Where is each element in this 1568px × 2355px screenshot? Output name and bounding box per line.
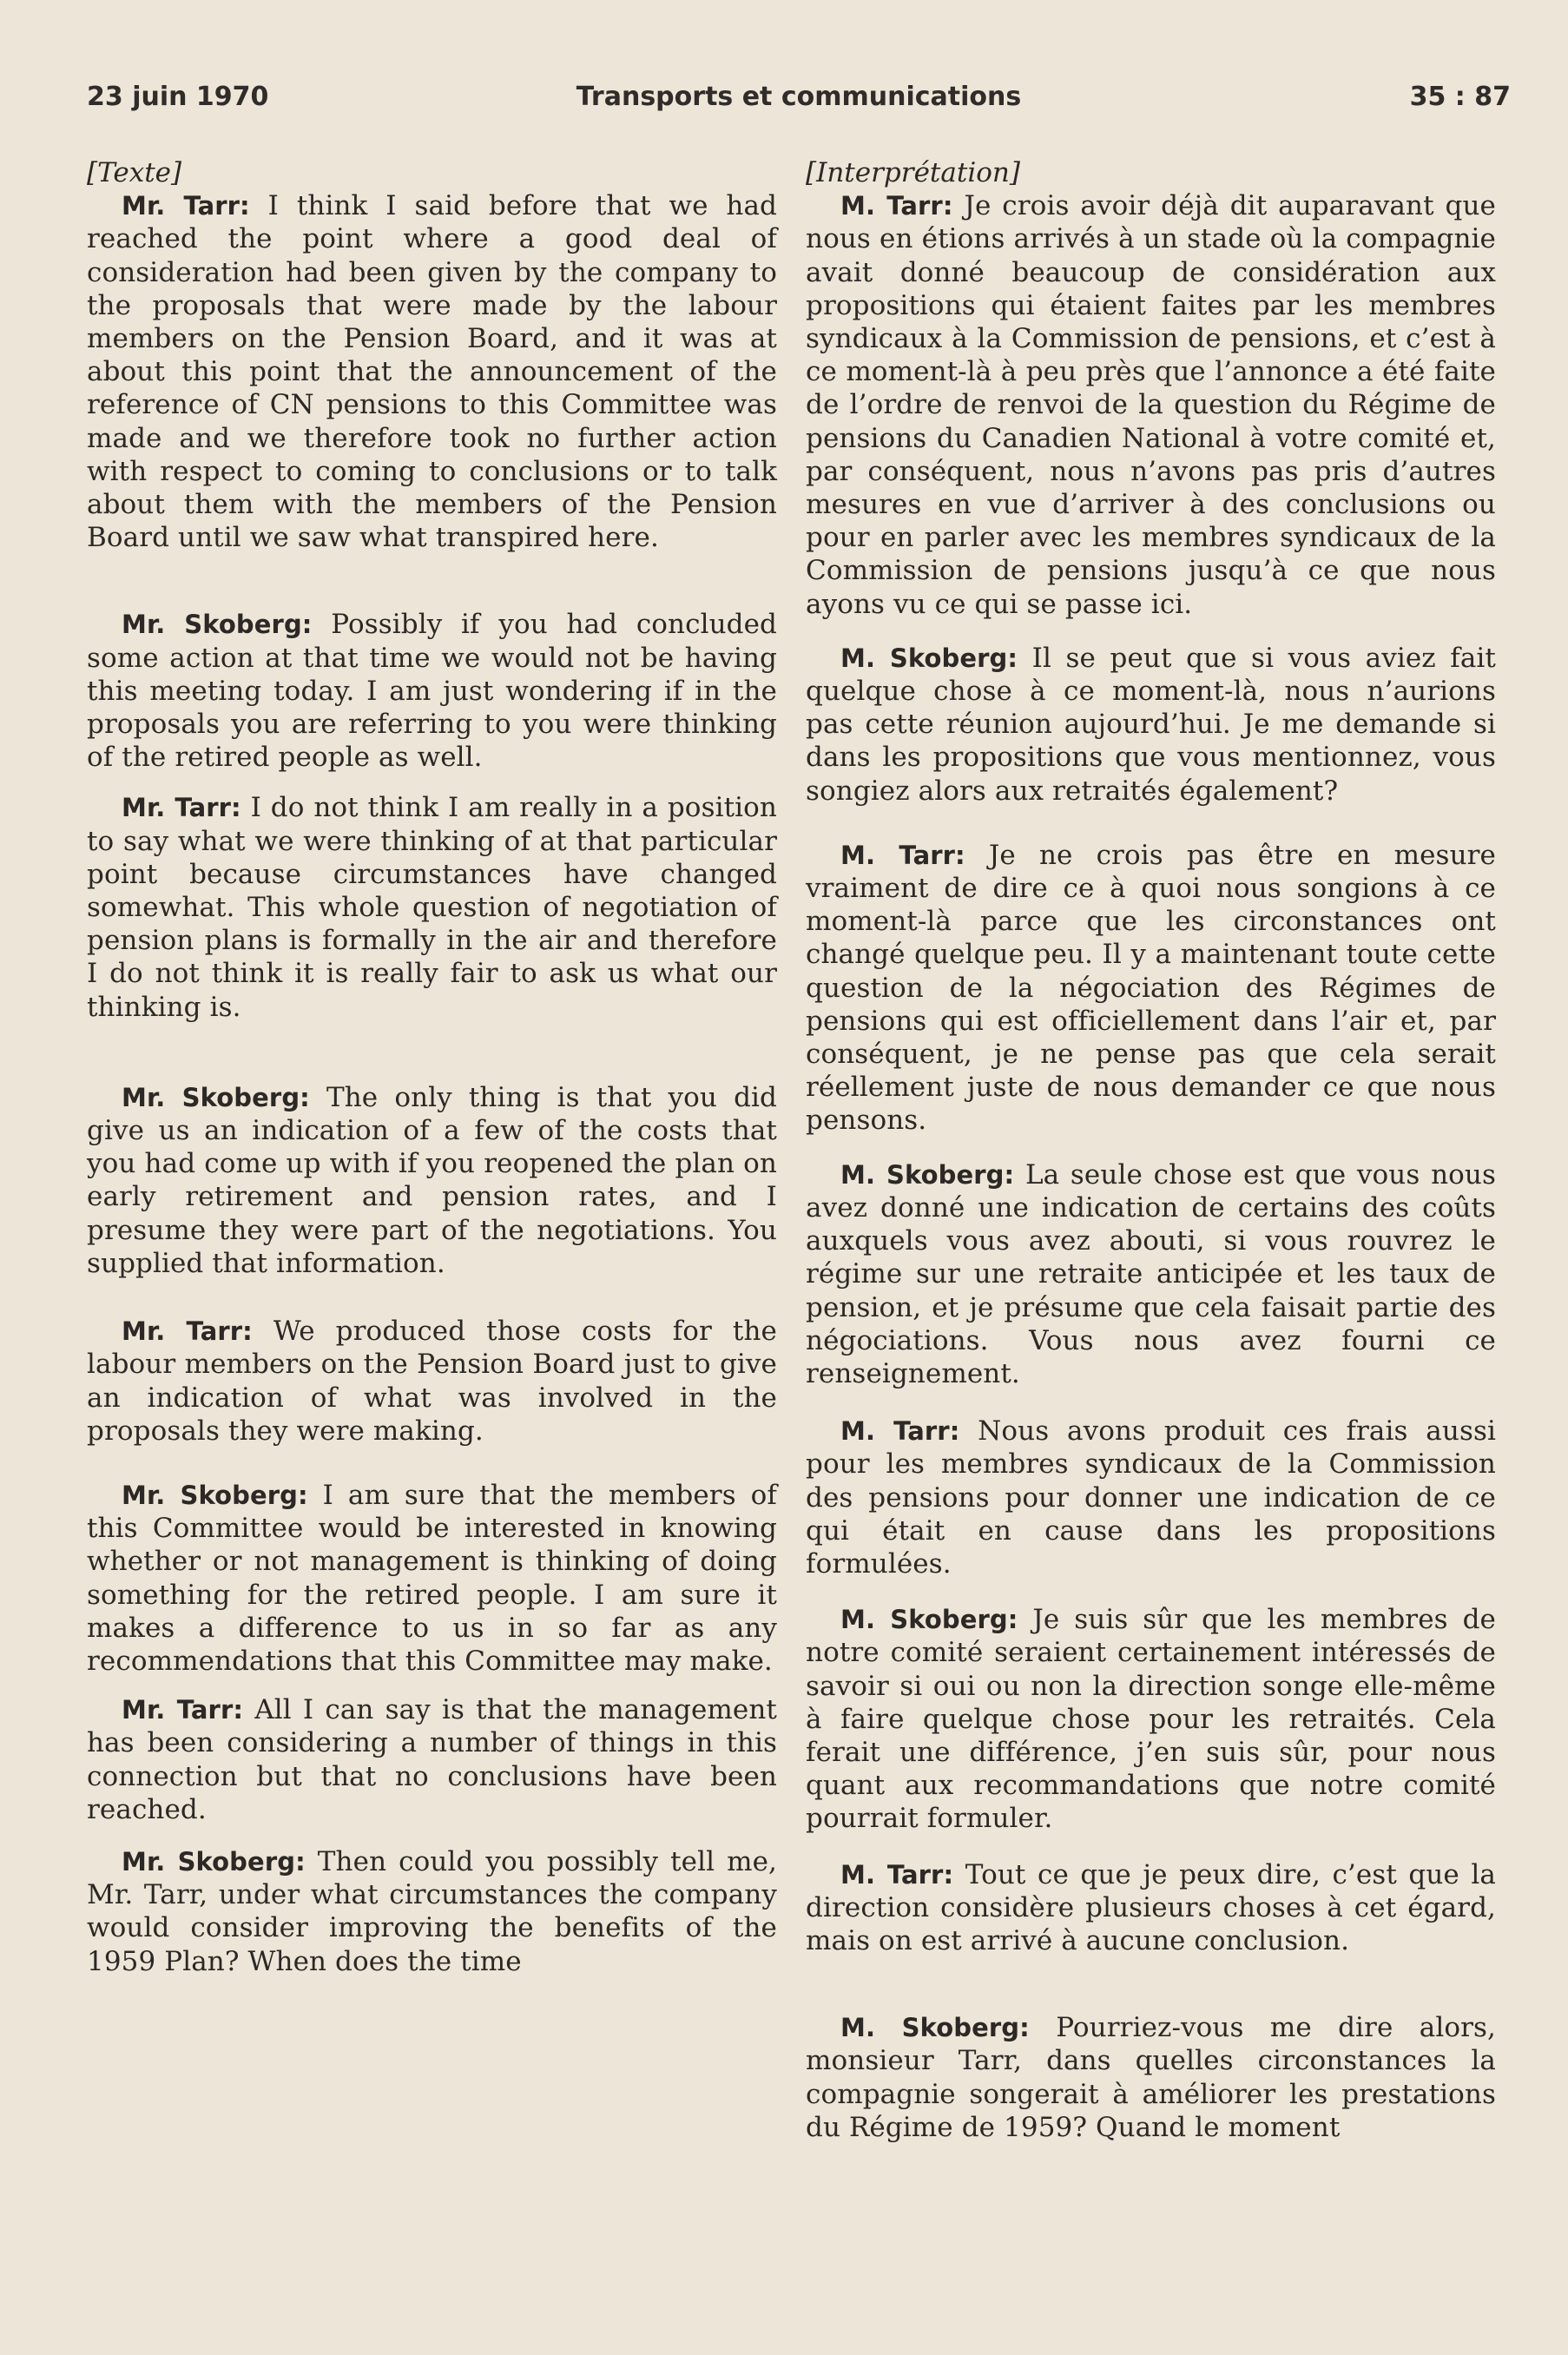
header-title: Transports et communications (576, 82, 1022, 112)
speech-text: Tout ce que je peux dire, c’est que la direction considère plusieurs choses à cet égard, mais on est arrivé à aucune conclusion. (806, 1858, 1496, 1956)
speech-text: Then could you possibly tell me, Mr. Tarr, under what circumstances the company would consider improving the benefits of the 1959 Plan? When does the time (87, 1845, 777, 1977)
speech-text: Possibly if you had concluded some action at that time we would not be having this meeting today. I am just wondering if in the proposals you are referring to you were thinking of the retired people as well. (87, 609, 777, 774)
header-date: 23 juin 1970 (87, 82, 269, 112)
speaker-name: Mr. Skoberg: (122, 1480, 308, 1510)
speaker-name: Mr. Tarr: (122, 191, 250, 221)
speech-text: La seule chose est que vous nous avez donné une indication de certains des coûts auxquels vous avez abouti, si vous rouvrez le régime sur une retraite anticipée et les taux de pension, et je présume que cela faisait partie des négociations. Vous nous avez fourni ce renseignement. (806, 1158, 1496, 1389)
speech-text: Je suis sûr que les membres de notre comité seraient certainement intéressés de savoir si oui ou non la direction songe elle-même à faire quelque chose pour les retraités. Cela ferait une différence, j’en suis sûr, pour nous quant aux recommandations que notre comité pourrait formuler. (806, 1604, 1496, 1835)
speaker-name: Mr. Skoberg: (122, 1082, 310, 1112)
speech-text: We produced those costs for the labour members on the Pension Board just to give an indication of what was involved in the proposals they were making. (87, 1316, 777, 1447)
header-page-number: 35 : 87 (1409, 82, 1511, 112)
speech-text: All I can say is that the management has been considering a number of things in this connection but that no conclusions have been reached. (87, 1694, 777, 1825)
speech-text: I think I said before that we had reached the point where a good deal of consideration had been given by the company to the proposals that were made by the labour members on the Pension Board, and it was at about this point that the announcement of the reference of CN pensions to this Committee was made and we therefore took no further action with respect to coming to conclusions or to talk about them with the members of the Pension Board until we saw what transpired here. (87, 190, 777, 554)
speech-text: I am sure that the members of this Committee would be interested in knowing whether or not management is thinking of doing something for the retired people. I am sure it makes a difference to us in so far as any recommendations that this Committee may make. (87, 1479, 777, 1677)
speaker-name: M. Skoberg: (840, 1159, 1015, 1190)
transcript-paragraph (806, 189, 1496, 621)
section-label-texte: [Texte] (87, 157, 182, 188)
speaker-name: M. Tarr: (840, 1416, 960, 1447)
transcript-paragraph (806, 1415, 1496, 1580)
speech-text: I do not think I am really in a position to say what we were thinking of at that particular point because circumstances have changed somewhat. This whole question of negotiation of pension plans is formally in the air and therefore I do not think it is really fair to ask us what our thinking is. (87, 792, 777, 1023)
transcript-paragraph (806, 1858, 1496, 1958)
speaker-name: Mr. Tarr: (122, 793, 241, 823)
speech-text: Pourriez-vous me dire alors, monsieur Tarr, dans quelles circonstances la compagnie songerait à améliorer les prestations du Régime de 1959? Quand le moment (806, 2012, 1496, 2143)
speaker-name: M. Tarr: (840, 191, 953, 221)
speech-text: The only thing is that you did give us an indication of a few of the costs that you had come up with if you reopened the plan on early retirement and pension rates, and I presume they were part of the negotiations. You supplied that information. (87, 1081, 777, 1279)
transcript-paragraph (806, 642, 1496, 808)
transcript-paragraph (87, 608, 777, 774)
transcript-paragraph (806, 2011, 1496, 2144)
speaker-name: Mr. Skoberg: (122, 1846, 306, 1877)
speech-text: Je crois avoir déjà dit auparavant que nous en étions arrivés à un stade où la compagnie avait donné beaucoup de considération aux propositions qui étaient faites par les membres syndicaux à la Commission de pensions, et c’est à ce moment-là à peu près que l’annonce a été faite de l’ordre de renvoi de la question du Régime de pensions du Canadien National à votre comité et, par conséquent, nous n’avons pas pris d’autres mesures en vue d’arriver à des conclusions ou pour en parler avec les membres syndicaux de la Commission de pensions jusqu’à ce que nous ayons vu ce qui se passe ici. (806, 190, 1496, 620)
speaker-name: M. Skoberg: (840, 2013, 1030, 2043)
transcript-paragraph (87, 1845, 777, 1978)
transcript-paragraph (806, 839, 1496, 1138)
speech-text: Il se peut que si vous aviez fait quelque chose à ce moment-là, nous n’aurions pas cette réunion aujourd’hui. Je me demande si dans les propositions que vous mentionnez, vous songiez alors aux retraités également? (806, 642, 1496, 807)
transcript-paragraph (87, 791, 777, 1023)
right-column (806, 156, 1496, 2144)
speaker-name: Mr. Tarr: (122, 1316, 253, 1347)
speech-text: Je ne crois pas être en mesure vraiment de dire ce à quoi nous songions à ce moment-là parce que les circonstances ont changé quelque peu. Il y a maintenant toute cette question de la négociation des Régimes de pensions qui est officiellement dans l’air et, par conséquent, je ne pense pas que cela serait réellement juste de nous demander ce que nous pensons. (806, 839, 1496, 1137)
transcript-paragraph (87, 1479, 777, 1678)
section-label-interpretation: [Interprétation] (806, 157, 1020, 188)
left-column (87, 156, 777, 1978)
transcript-paragraph (87, 1693, 777, 1826)
transcript-paragraph (87, 189, 777, 554)
speaker-name: Mr. Tarr: (122, 1695, 244, 1725)
speaker-name: Mr. Skoberg: (122, 610, 313, 640)
transcript-paragraph (806, 1603, 1496, 1835)
speech-text: Nous avons produit ces frais aussi pour les membres syndicaux de la Commission des pensions pour donner une indication de ce qui était en cause dans les propositions formulées. (806, 1415, 1496, 1580)
running-head (87, 82, 1511, 134)
speaker-name: M. Tarr: (840, 1859, 954, 1890)
transcript-paragraph (87, 1315, 777, 1448)
speaker-name: M. Skoberg: (840, 643, 1018, 673)
transcript-paragraph (806, 1158, 1496, 1390)
speaker-name: M. Skoberg: (840, 1605, 1018, 1635)
transcript-paragraph (87, 1081, 777, 1280)
speaker-name: M. Tarr: (840, 840, 965, 870)
